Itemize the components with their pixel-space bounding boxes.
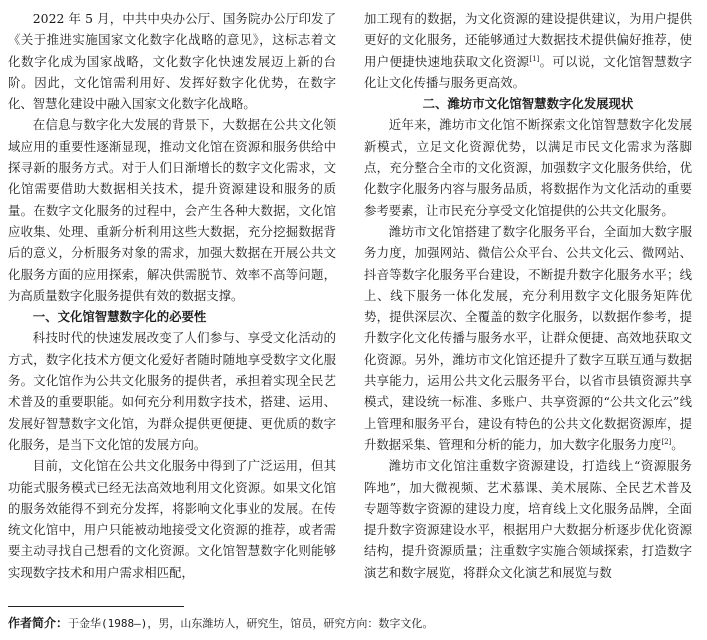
section2-paragraph-2 xyxy=(364,221,692,455)
section-heading-1: 一、文化馆智慧数字化的必要性 xyxy=(32,309,207,325)
paragraph-text-tail: 。 xyxy=(671,436,684,452)
paragraph-text: 加工现有的数据，为文化资源的建设提供建议，为用户提供更好的文化服务，还能够通过大数据技术提供偏好推荐，使用户便捷快速地获取文化资源 xyxy=(364,11,692,69)
section2-paragraph-3: 潍坊市文化馆注重数字资源建设，打造线上“资源服务阵地”，加大微视频、艺术慕课、美术展陈、全民艺术普及专题等数字资源的建设力度，培育线上文化服务品牌，全面提升数字资源建设水平，根据用户大数据分析逐步优化资源结构，提升资源质量；注重数字实施合领域探索，打造数字演艺和数字展览，将群众文化演艺和展览与数 xyxy=(364,458,692,580)
footnote-divider xyxy=(8,606,184,607)
citation-ref-1: [1] xyxy=(529,54,540,63)
paragraph-text-tail: 。可以说，文化馆智慧数字化让文化传播与服务更高效。 xyxy=(364,53,693,90)
paragraph-text: 潍坊市文化馆搭建了数字化服务平台，全面加大数字服务力度，加强网站、微信公众平台、公共文化云、微网站、抖音等数字化服务平台建设，不断提升数字化服务水平；线上、线下服务一体化发展，充分利用数字文化服务矩阵优势，提供深层次、全覆盖的数字化服务，以数据作参考，提升数字化文化传播与服务水平，让群众便捷、高效地获取文化资源。另外，潍坊市文化馆还提升了数字互联互通与数据共享能力，运用公共文化云服务平台，以省市县镇资源共享模式，建设统一标准、多账户、共享资源的“公共文化云”线上管理和服务平台，建设有特色的公共文化数据资源库，提升数据采集、管理和分析的能力，加大数字化服务力度 xyxy=(364,223,692,452)
author-bio-footnote xyxy=(8,614,698,633)
section1-paragraph-1: 科技时代的快速发展改变了人们参与、享受文化活动的方式，数字化技术方便文化爱好者随时随地享受数字文化服务。文化馆作为公共文化服务的提供者，承担着实现全民艺术普及的重要职能。如何充分利用数字技术，搭建、运用、发展好智慧数字文化馆，为群众提供更便捷、更优质的数字化服务，是当下文化馆的发展方向。 xyxy=(8,330,336,452)
section1-paragraph-3-continued xyxy=(364,8,692,93)
intro-paragraph-2: 在信息与数字化大发展的背景下，大数据在公共文化领域应用的重要性逐渐显现，推动文化馆在资源和服务供给中探寻新的服务方式。对于人们日渐增长的数字文化需求，文化馆需要借助大数据相关技术，提升资源建设和服务的质量。在数字文化服务的过程中，会产生各种大数据，文化馆应收集、处理、重新分析利用这些大数据，充分挖掘数据背后的意义，分析服务对象的需求，加强大数据在开展公共文化服务方面的应用探索，解决供需脱节、效率不高等问题，为高质量数字化服务提供有效的数据支撑。 xyxy=(8,117,336,303)
section1-paragraph-2: 目前，文化馆在公共文化服务中得到了广泛运用，但其功能式服务模式已经无法高效地利用文化资源。如果文化馆的服务效能得不到充分发挥，将影响文化事业的发展。在传统文化馆中，用户只能被动地接受文化资源的推荐，或者需要主动寻找自己想看的文化资源。文化馆智慧数字化则能够实现数字技术和用户需求相匹配， xyxy=(8,458,336,580)
section2-paragraph-1: 近年来，潍坊市文化馆不断探索文化馆智慧数字化发展新模式，立足文化资源优势，以满足市民文化需求为落脚点，充分整合全市的文化资源，加强数字文化服务供给，优化数字化服务内容与服务品质，将数据作为文化活动的重要参考要素，让市民充分享受文化馆提供的公共文化服务。 xyxy=(364,117,692,218)
right-column xyxy=(364,8,692,583)
citation-ref-2: [2] xyxy=(661,437,672,446)
section-heading-2: 二、潍坊市文化馆智慧数字化发展现状 xyxy=(422,96,634,112)
author-bio-label: 作者简介： xyxy=(8,616,69,630)
left-column xyxy=(8,8,336,583)
author-bio-text: 于金华(1988—)，男，山东潍坊人，研究生，馆员，研究方向：数字文化。 xyxy=(68,617,434,630)
intro-paragraph-1: 2022 年 5 月，中共中央办公厅、国务院办公厅印发了《关于推进实施国家文化数字化战略的意见》，这标志着文化数字化成为国家战略，文化数字化快速发展迈上新的台阶。因此，文化馆需利用好、发挥好数字化优势，在数字化、智慧化建设中融入国家文化数字化战略。 xyxy=(8,11,336,112)
